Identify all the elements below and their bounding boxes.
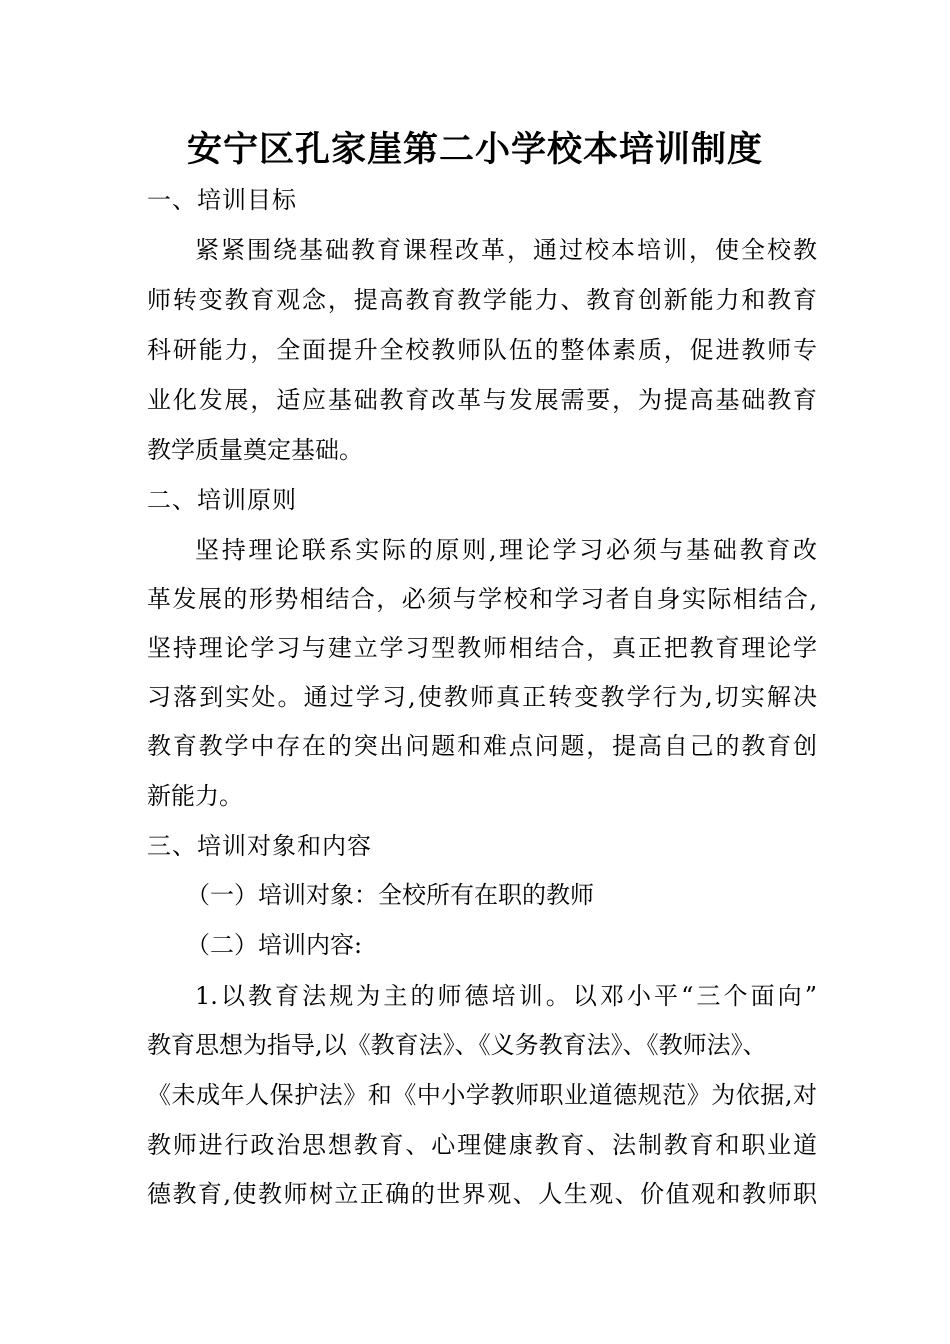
- paragraph-line: 紧紧围绕基础教育课程改革，通过校本培训，使全校教: [195, 236, 817, 264]
- paragraph-line: 教育教学中存在的突出问题和难点问题，提高自己的教育创: [147, 732, 817, 760]
- subsection-line: （二）培训内容:: [186, 931, 363, 959]
- section-heading: 二、培训原则: [147, 486, 297, 514]
- paragraph-line: 德教育,使教师树立正确的世界观、人生观、价值观和教师职: [147, 1180, 817, 1208]
- paragraph-line: 坚持理论联系实际的原则,理论学习必须与基础教育改: [195, 536, 817, 564]
- section-heading: 一、培训目标: [147, 186, 297, 214]
- section-heading: 三、培训对象和内容: [147, 832, 372, 860]
- document-title: 安宁区孔家崖第二小学校本培训制度: [186, 130, 763, 170]
- paragraph-line: 业化发展，适应基础教育改革与发展需要，为提高基础教育: [147, 386, 817, 414]
- paragraph-line: 师转变教育观念，提高教育教学能力、教育创新能力和教育: [147, 286, 817, 314]
- paragraph-line: 习落到实处。通过学习,使教师真正转变教学行为,切实解决: [147, 683, 817, 711]
- paragraph-line: 教育思想为指导,以《教育法》、《义务教育法》、《教师法》、: [147, 1031, 767, 1059]
- subsection-line: （一）培训对象：全校所有在职的教师: [186, 881, 594, 909]
- paragraph-line: 新能力。: [147, 782, 243, 810]
- paragraph-line: 革发展的形势相结合，必须与学校和学习者自身实际相结合,: [147, 585, 817, 613]
- paragraph-line: 坚持理论学习与建立学习型教师相结合，真正把教育理论学: [147, 634, 817, 662]
- paragraph-line: 科研能力，全面提升全校教师队伍的整体素质，促进教师专: [147, 336, 817, 364]
- paragraph-line: 《未成年人保护法》和《中小学教师职业道德规范》为依据,对: [147, 1081, 817, 1109]
- paragraph-line: 1.以教育法规为主的师德培训。以邓小平“三个面向”: [195, 982, 817, 1010]
- paragraph-line: 教学质量奠定基础。: [147, 436, 363, 464]
- paragraph-line: 教师进行政治思想教育、心理健康教育、法制教育和职业道: [147, 1131, 817, 1159]
